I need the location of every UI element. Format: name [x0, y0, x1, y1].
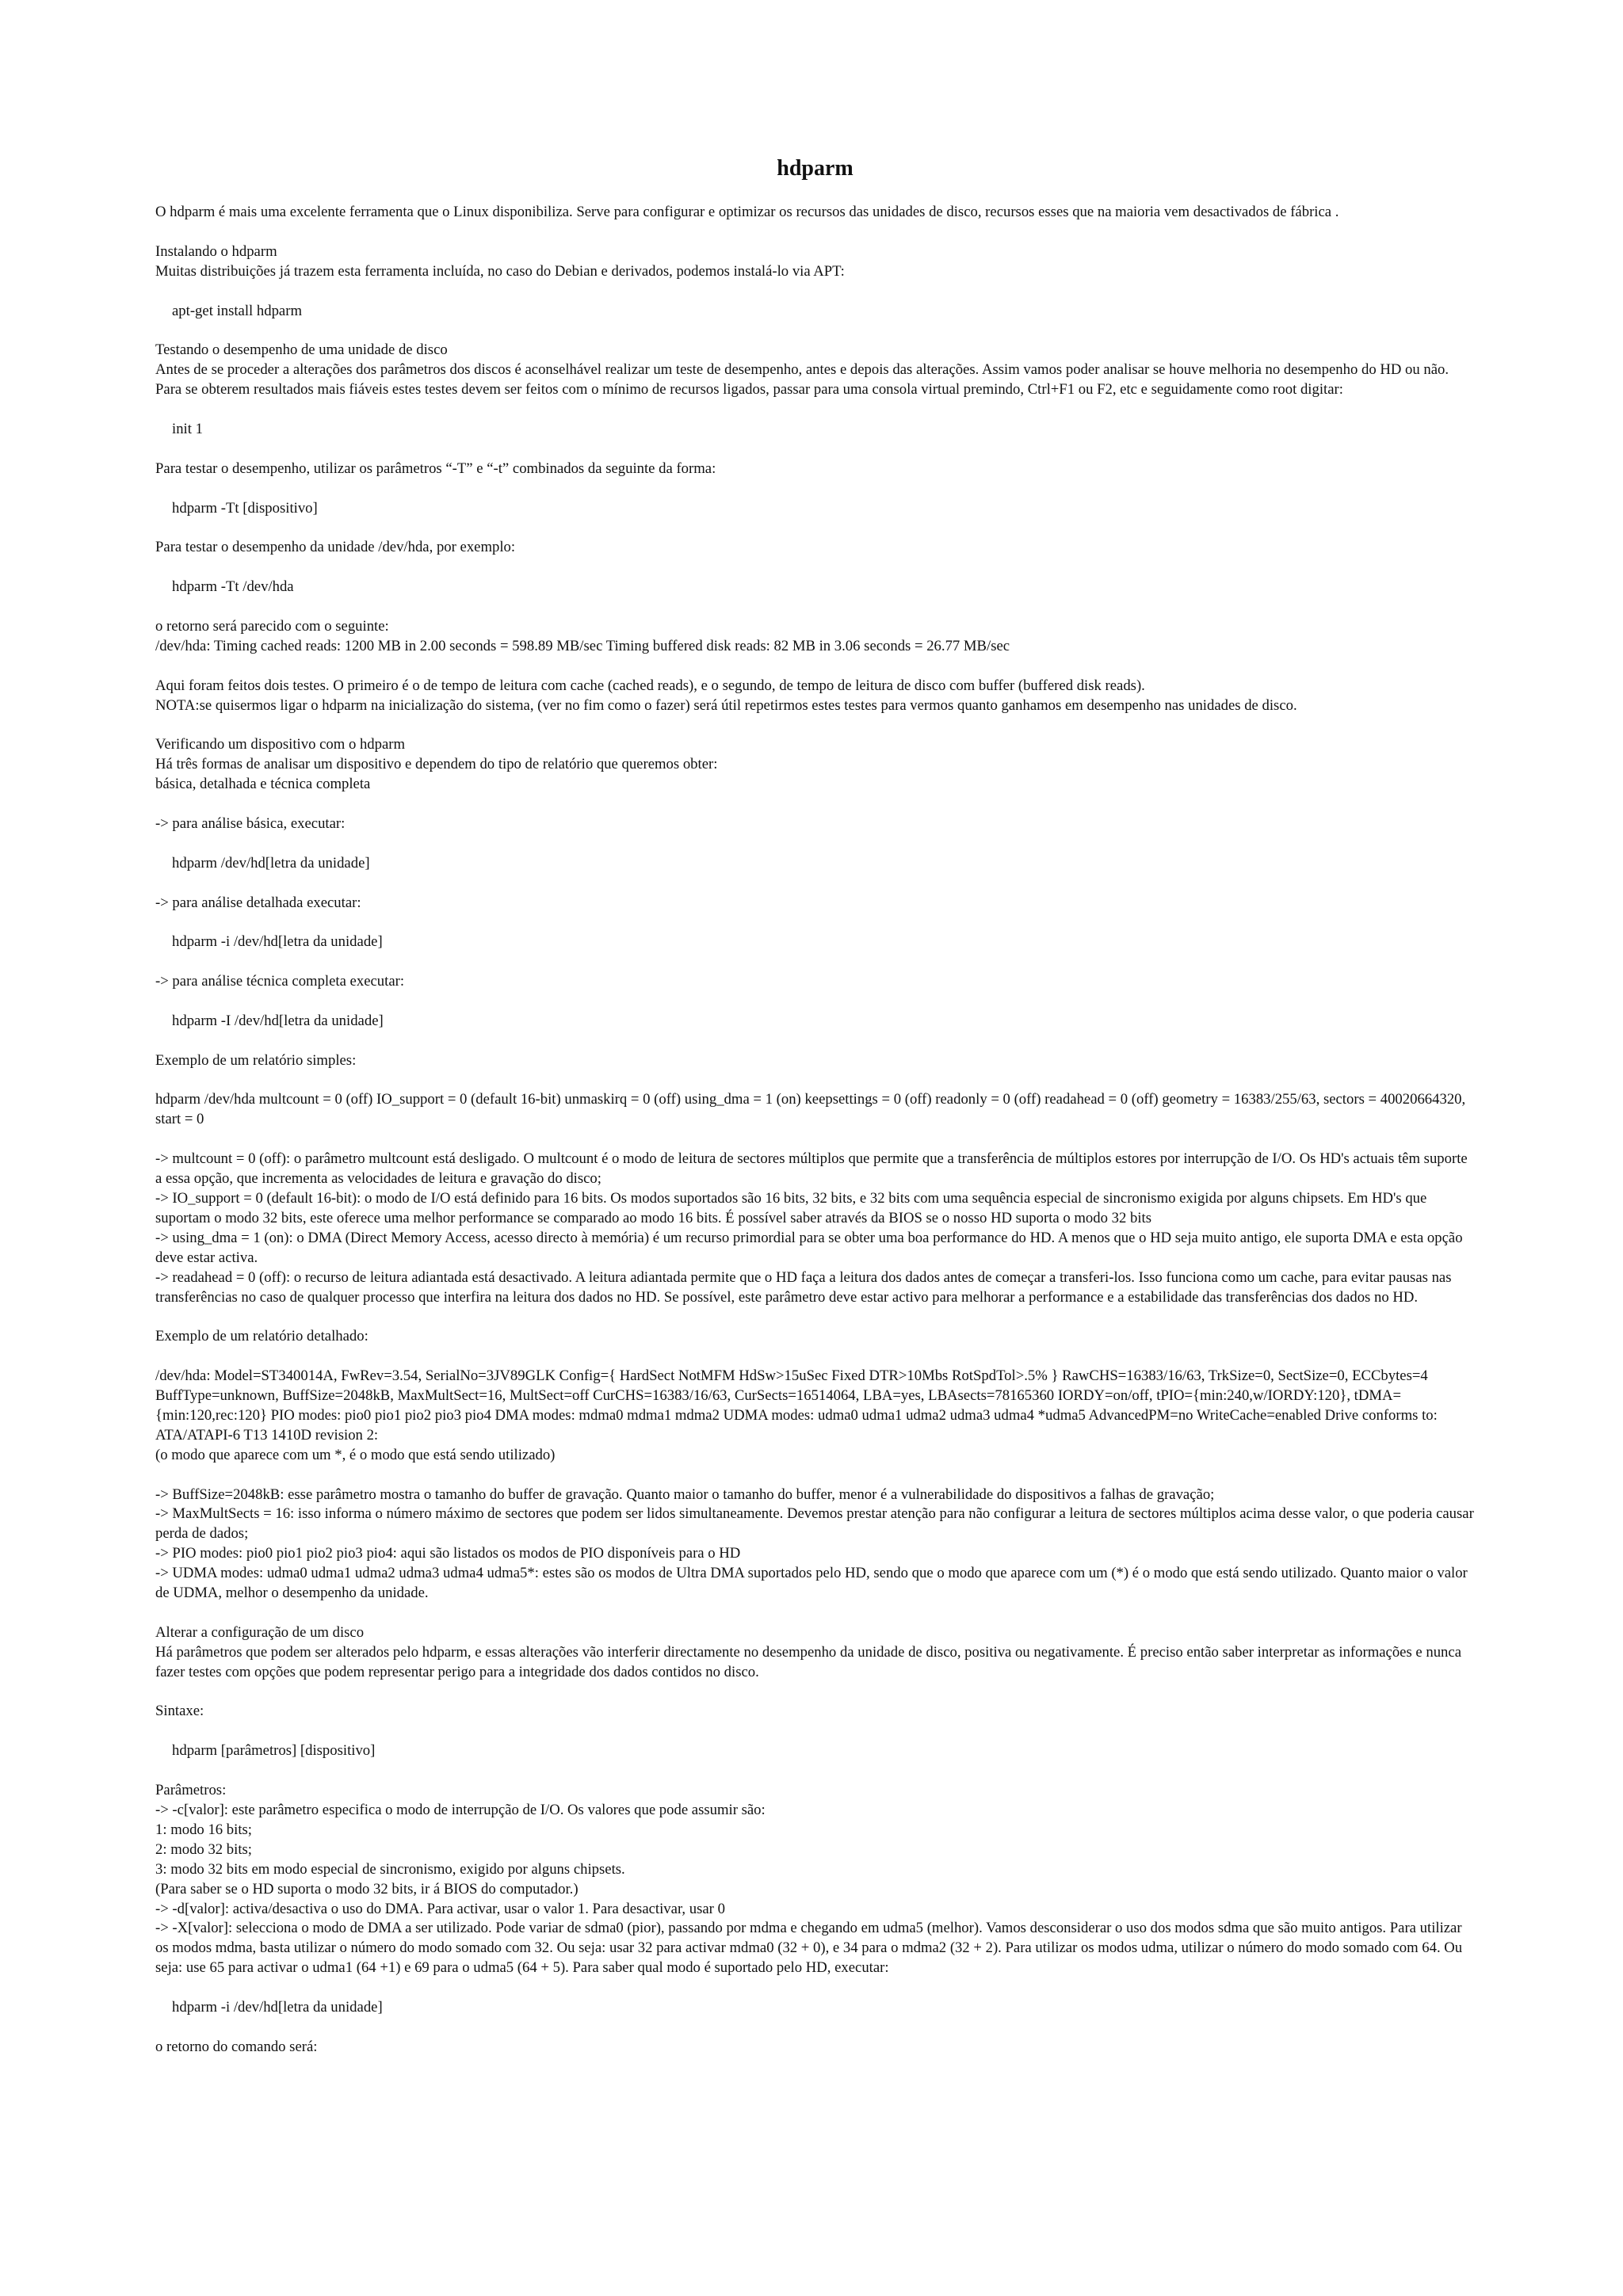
paragraph: Muitas distribuições já trazem esta ferramenta incluída, no caso do Debian e derivados, podemos instalá-lo via APT:: [155, 262, 845, 280]
paragraph-spacer: [155, 321, 1475, 341]
paragraph: Sintaxe:: [155, 1703, 204, 1720]
paragraph-spacer: [155, 874, 1475, 894]
document-body: [155, 203, 1475, 2058]
document-page: [155, 155, 1475, 2058]
paragraph-spacer: [155, 992, 1475, 1012]
paragraph: o retorno será parecido com o seguinte:: [155, 617, 389, 635]
paragraph-spacer: [155, 1604, 1475, 1623]
paragraph-spacer: [155, 715, 1475, 735]
paragraph: -> IO_support = 0 (default 16-bit): o modo de I/O está definido para 16 bits. Os modos suportados são 16 bits, 32 bits, e 32 bits com uma sequência especial de sincronismo exigida por alguns chipsets. Em HD's que suportam o modo 32 bits, este oferece uma melhor performance se comparado ao modo 16 bits. É possível saber através da BIOS se o nosso HD suporta o modo 32 bits: [155, 1190, 1427, 1226]
paragraph-spacer: [155, 952, 1475, 972]
paragraph: 1: modo 16 bits;: [155, 1821, 252, 1838]
paragraph: Há três formas de analisar um dispositivo e dependem do tipo de relatório que queremos obter:: [155, 756, 718, 773]
paragraph-spacer: [155, 1978, 1475, 1998]
paragraph: Há parâmetros que podem ser alterados pelo hdparm, e essas alterações vão interferir directamente no desempenho da unidade de disco, positiva ou negativamente. É preciso então saber interpretar as informações e nunca fazer testes com opções que podem representar perigo para a integridade dos dados contidos no disco.: [155, 1643, 1461, 1680]
paragraph: básica, detalhada e técnica completa: [155, 776, 371, 793]
command-line: hdparm -Tt /dev/hda: [172, 578, 294, 596]
paragraph: -> using_dma = 1 (on): o DMA (Direct Memory Access, acesso directo à memória) é um recurso primordial para se obter uma boa performance do HD. A menos que o HD seja muito antigo, ele suporta DMA e esta opção deve estar activa.: [155, 1229, 1463, 1266]
paragraph: -> -c[valor]: este parâmetro especifica o modo de interrupção de I/O. Os valores que pode assumir são:: [155, 1801, 766, 1818]
paragraph: 2: modo 32 bits;: [155, 1840, 252, 1858]
paragraph: 3: modo 32 bits em modo especial de sincronismo, exigido por alguns chipsets.: [155, 1860, 625, 1878]
paragraph-spacer: [155, 834, 1475, 854]
paragraph: -> UDMA modes: udma0 udma1 udma2 udma3 udma4 udma5*: estes são os modos de Ultra DMA suportados pelo HD, sendo que o modo que aparece com um (*) é o modo que está sendo utilizado. Quanto maior o valor de UDMA, melhor o desempenho da unidade.: [155, 1565, 1468, 1602]
paragraph-spacer: [155, 479, 1475, 499]
paragraph-spacer: [155, 1347, 1475, 1367]
paragraph-spacer: [155, 657, 1475, 677]
paragraph: Instalando o hdparm: [155, 242, 277, 260]
paragraph-spacer: [155, 913, 1475, 933]
paragraph-spacer: [155, 558, 1475, 578]
paragraph: hdparm /dev/hda multcount = 0 (off) IO_support = 0 (default 16-bit) unmaskirq = 0 (off) using_dma = 1 (on) keepsettings = 0 (off) readonly = 0 (off) readahead = 0 (off) geometry = 16383/255/63, sectors = 40020664320, start = 0: [155, 1091, 1466, 1128]
paragraph-spacer: [155, 1761, 1475, 1781]
command-line: hdparm -Tt [dispositivo]: [172, 499, 318, 517]
paragraph: Para testar o desempenho, utilizar os parâmetros “-T” e “-t” combinados da seguinte da forma:: [155, 460, 716, 477]
paragraph-spacer: [155, 2018, 1475, 2038]
paragraph: Verificando um dispositivo com o hdparm: [155, 736, 406, 753]
paragraph: O hdparm é mais uma excelente ferramenta que o Linux disponibiliza. Serve para configurar e optimizar os recursos das unidades de disco, recursos esses que na maioria vem desactivados de fábrica .: [155, 204, 1339, 220]
paragraph: -> -X[valor]: selecciona o modo de DMA a ser utilizado. Pode variar de sdma0 (pior), passando por mdma e chegando em udma5 (melhor). Vamos desconsiderar o uso dos modos sdma que são muito antigos. Para utilizar os modos mdma, basta utilizar o número do modo somado com 32. Ou seja: usar 32 para activar mdma0 (32 + 0), e 34 para o mdma2 (32 + 2). Para utilizar os modos udma, utilizar o número do modo somado com 64. Ou seja: use 65 para activar o udma1 (64 +1) e 69 para o udma5 (64 + 5). Para saber qual modo é suportado pelo HD, executar:: [155, 1920, 1463, 1977]
command-line: hdparm -I /dev/hd[letra da unidade]: [172, 1012, 384, 1029]
document-title: hdparm: [777, 156, 854, 181]
paragraph-spacer: [155, 1071, 1475, 1091]
paragraph: Antes de se proceder a alterações dos parâmetros dos discos é aconselhável realizar um teste de desempenho, antes e depois das alterações. Assim vamos poder analisar se houve melhoria no desempenho do HD ou não.: [155, 361, 1449, 379]
paragraph: /dev/hda: Timing cached reads: 1200 MB in 2.00 seconds = 598.89 MB/sec Timing buffered disk reads: 82 MB in 3.06 seconds = 26.77 MB/sec: [155, 637, 1010, 654]
paragraph-spacer: [155, 795, 1475, 814]
paragraph: -> -d[valor]: activa/desactiva o uso do DMA. Para activar, usar o valor 1. Para desactivar, usar 0: [155, 1900, 725, 1917]
paragraph: o retorno do comando será:: [155, 2038, 318, 2055]
command-line: hdparm -i /dev/hd[letra da unidade]: [172, 933, 383, 951]
paragraph: Para testar o desempenho da unidade /dev/hda, por exemplo:: [155, 539, 516, 556]
paragraph: (Para saber se o HD suporta o modo 32 bits, ir á BIOS do computador.): [155, 1880, 579, 1897]
paragraph: -> BuffSize=2048kB: esse parâmetro mostra o tamanho do buffer de gravação. Quanto maior o tamanho do buffer, menor é a vulnerabilidade do dispositivos a falhas de gravação;: [155, 1486, 1215, 1503]
paragraph: Aqui foram feitos dois testes. O primeiro é o de tempo de leitura com cache (cached reads), e o segundo, de tempo de leitura de disco com buffer (buffered disk reads).: [155, 677, 1145, 694]
paragraph-spacer: [155, 1032, 1475, 1051]
paragraph: Exemplo de um relatório simples:: [155, 1051, 357, 1069]
paragraph: -> MaxMultSects = 16: isso informa o número máximo de sectores que podem ser lidos simultaneamente. Devemos prestar atenção para não configurar a leitura de sectores múltiplos acima desse valor, o que poderia causar perda de dados;: [155, 1505, 1474, 1543]
command-line: hdparm /dev/hd[letra da unidade]: [172, 854, 370, 871]
command-line: hdparm -i /dev/hd[letra da unidade]: [172, 1999, 383, 2016]
paragraph: Exemplo de um relatório detalhado:: [155, 1328, 369, 1345]
paragraph: -> para análise detalhada executar:: [155, 894, 361, 911]
paragraph: -> para análise básica, executar:: [155, 814, 346, 832]
paragraph-spacer: [155, 518, 1475, 538]
paragraph: -> readahead = 0 (off): o recurso de leitura adiantada está desactivado. A leitura adiantada permite que o HD faça a leitura dos dados antes de começar a transferi-los. Isso funciona como um cache, para evitar pausas nas transferências no caso de qualquer processo que interfira na leitura dos dados no HD. Se possível, este parâmetro deve estar activo para melhorar a performance e a estabilidade das transferências dos dados no HD.: [155, 1268, 1452, 1306]
paragraph-spacer: [155, 597, 1475, 617]
paragraph-spacer: [155, 1722, 1475, 1741]
paragraph-spacer: [155, 400, 1475, 420]
paragraph: -> PIO modes: pio0 pio1 pio2 pio3 pio4: aqui são listados os modos de PIO disponíveis para o HD: [155, 1545, 741, 1562]
paragraph: NOTA:se quisermos ligar o hdparm na inicialização do sistema, (ver no fim como o fazer) será útil repetirmos estes testes para vermos quanto ganhamos em desempenho nas unidades de disco.: [155, 696, 1297, 714]
paragraph-spacer: [155, 282, 1475, 302]
command-line: hdparm [parâmetros] [dispositivo]: [172, 1742, 376, 1760]
paragraph-spacer: [155, 1130, 1475, 1150]
paragraph-spacer: [155, 223, 1475, 242]
paragraph: /dev/hda: Model=ST340014A, FwRev=3.54, SerialNo=3JV89GLK Config={ HardSect NotMFM HdSw>15uSec Fixed DTR>10Mbs RotSpdTol>.5% } RawCHS=16383/16/63, TrkSize=0, SectSize=0, ECCbytes=4 BuffType=unknown, BuffSize=2048kB, MaxMultSect=16, MultSect=off CurCHS=16383/16/63, CurSects=16514064, LBA=yes, LBAsects=78165360 IORDY=on/off, tPIO={min:240,w/IORDY:120}, tDMA={min:120,rec:120} PIO modes: pio0 pio1 pio2 pio3 pio4 DMA modes: mdma0 mdma1 mdma2 UDMA modes: udma0 udma1 udma2 udma3 udma4 *udma5 AdvancedPM=no WriteCache=enabled Drive conforms to: ATA/ATAPI-6 T13 1410D revision 2:: [155, 1367, 1438, 1444]
paragraph: Alterar a configuração de um disco: [155, 1623, 365, 1641]
paragraph-spacer: [155, 1307, 1475, 1327]
paragraph: -> multcount = 0 (off): o parâmetro multcount está desligado. O multcount é o modo de leitura de sectores múltiplos que permite que a transferência de múltiplos estores por interrupção de I/O. Os HD's actuais têm suporte a essa opção, que incrementa as velocidades de leitura e gravação do disco;: [155, 1150, 1468, 1188]
command-line: apt-get install hdparm: [172, 302, 302, 319]
paragraph-spacer: [155, 1683, 1475, 1703]
command-line: init 1: [172, 420, 203, 437]
paragraph: Parâmetros:: [155, 1782, 227, 1799]
paragraph-spacer: [155, 1466, 1475, 1486]
paragraph-spacer: [155, 440, 1475, 460]
paragraph: Testando o desempenho de uma unidade de disco: [155, 341, 448, 359]
paragraph: Para se obterem resultados mais fiáveis estes testes devem ser feitos com o mínimo de recursos ligados, passar para uma consola virtual premindo, Ctrl+F1 ou F2, etc e seguidamente como root digitar:: [155, 381, 1343, 399]
paragraph: -> para análise técnica completa executar:: [155, 973, 405, 990]
paragraph: (o modo que aparece com um *, é o modo que está sendo utilizado): [155, 1446, 556, 1463]
